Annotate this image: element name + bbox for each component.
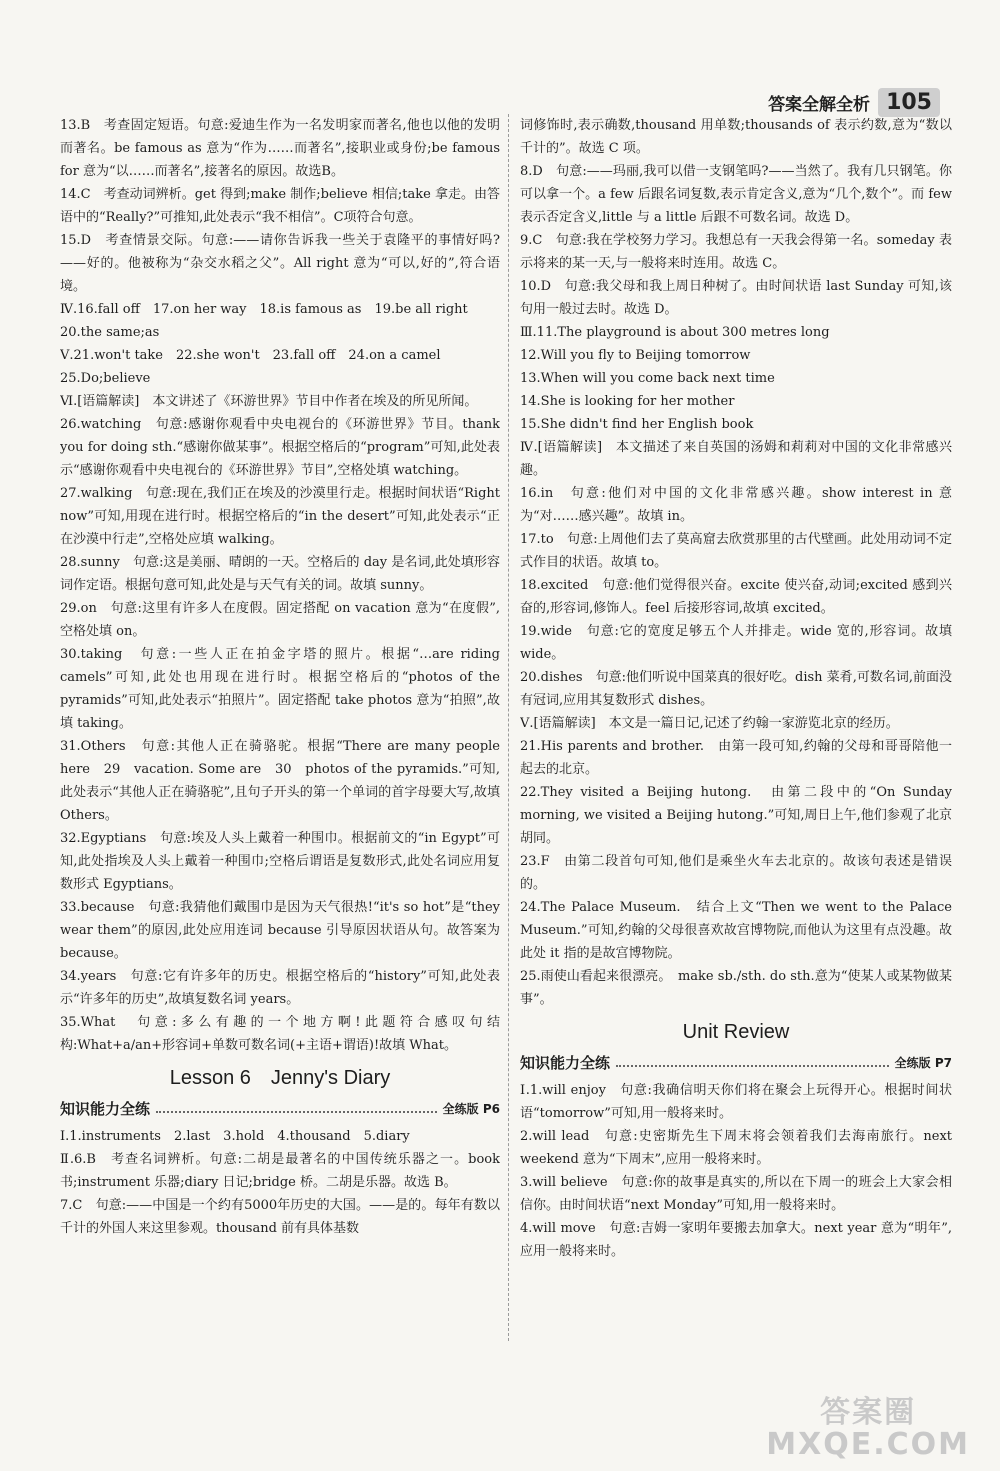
answer-item: Ⅵ.[语篇解读] 本文讲述了《环游世界》节目中作者在埃及的所见所闻。: [60, 394, 478, 409]
watermark-url: MXQE.COM: [766, 1427, 970, 1462]
column-divider: [508, 114, 509, 1341]
answer-item: 4.will move 句意:吉姆一家明年要搬去加拿大。next year 意为“明年”,应用一般将来时。: [520, 1221, 952, 1259]
answer-item: 25.Do;believe: [60, 371, 151, 386]
answer-item: 33.because 句意:我猜他们戴围巾是因为天气很热!“it's so hot”是“they wear them”的原因,此处应用连词 because 引导原因状语从句。故答案为 because。: [60, 900, 500, 961]
answer-item: 14.C 考查动词辨析。get 得到;make 制作;believe 相信;take 拿走。由答语中的“Really?”可推知,此处表示“我不相信”。C项符合句意。: [60, 187, 500, 225]
answer-item: 13.B 考查固定短语。句意:爱迪生作为一名发明家而著名,他也以他的发明而著名。be famous as 意为“作为……而著名”,接职业或身份;be famous for 意为“以……而著名”,接著名的原因。故选B。: [60, 118, 500, 179]
answer-item: Ⅴ.21.won't take 22.she won't 23.fall off 24.on a camel: [60, 348, 441, 363]
answer-item: 26.watching 句意:感谢你观看中央电视台的《环游世界》节目。thank you for doing sth.“感谢你做某事”。根据空格后的“program”可知,此处表示“感谢你观看中央电视台的《环游世界》节目”,空格处填 watching。: [60, 417, 500, 478]
answer-item: Ⅰ.1.instruments 2.last 3.hold 4.thousand 5.diary: [60, 1129, 410, 1144]
left-answers-2: [60, 1125, 500, 1240]
answer-item: 20.dishes 句意:他们听说中国菜真的很好吃。dish 菜肴,可数名词,前面没有冠词,应用其复数形式 dishes。: [520, 670, 952, 708]
answer-item: 9.C 句意:我在学校努力学习。我想总有一天我会得第一名。someday 表示将来的某一天,与一般将来时连用。故选 C。: [520, 233, 952, 271]
answer-item: 17.to 句意:上周他们去了莫高窟去欣赏那里的古代壁画。此处用动词不定式作目的状语。故填 to。: [520, 532, 952, 570]
answer-item: Ⅳ.16.fall off 17.on her way 18.is famous as 19.be all right: [60, 302, 468, 317]
answer-item: 23.F 由第二段首句可知,他们是乘坐火车去北京的。故该句表述是错误的。: [520, 854, 952, 892]
page-header: [768, 88, 940, 117]
lesson-title: Lesson 6 Jenny's Diary: [169, 1067, 391, 1089]
answer-item: 10.D 句意:我父母和我上周日种树了。由时间状语 last Sunday 可知,该句用一般过去时。故选 D。: [520, 279, 952, 317]
answer-item: 19.wide 句意:它的宽度足够五个人并排走。wide 宽的,形容词。故填 wide。: [520, 624, 952, 662]
answer-item: 20.the same;as: [60, 325, 160, 340]
right-answers-2: [520, 1079, 952, 1263]
dotted-leader: [616, 1065, 889, 1067]
watermark-logo: [766, 1397, 970, 1461]
answer-item: 词修饰时,表示确数,thousand 用单数;thousands of 表示约数,意为“数以千计的”。故选 C 项。: [520, 118, 952, 156]
answer-item: 34.years 句意:它有许多年的历史。根据空格后的“history”可知,此处表示“许多年的历史”,故填复数名词 years。: [60, 969, 500, 1007]
left-answers: [60, 114, 500, 1057]
answer-item: Ⅰ.1.will enjoy 句意:我确信明天你们将在聚会上玩得开心。根据时间状语“tomorrow”可知,用一般将来时。: [520, 1083, 952, 1121]
answer-item: 35.What 句意:多么有趣的一个地方啊!此题符合感叹句结构:What+a/an+形容词+单数可数名词(+主语+谓语)!故填 What。: [60, 1015, 500, 1053]
answer-item: 14.She is looking for her mother: [520, 394, 735, 409]
answer-item: 24.The Palace Museum. 结合上文“Then we went to the Palace Museum.”可知,约翰的父母很喜欢故宫博物院,而他认为这里有点没趣。故此处 it 指的是故宫博物院。: [520, 900, 952, 961]
dotted-leader: [156, 1111, 437, 1113]
answer-item: 2.will lead 句意:史密斯先生下周末将会领着我们去海南旅行。next weekend 意为“下周末”,应用一般将来时。: [520, 1129, 952, 1167]
unit-title: Unit Review: [682, 1021, 790, 1043]
answer-item: 15.She didn't find her English book: [520, 417, 754, 432]
answer-item: 15.D 考查情景交际。句意:——请你告诉我一些关于袁隆平的事情好吗?——好的。他被称为“杂交水稻之父”。All right 意为“可以,好的”,符合语境。: [60, 233, 500, 294]
section-heading: [520, 1052, 952, 1075]
right-answers: [520, 114, 952, 1011]
section-heading: [60, 1098, 500, 1121]
answer-item: 32.Egyptians 句意:埃及人头上戴着一种围巾。根据前文的“in Egypt”可知,此处指埃及人头上戴着一种围巾;空格后谓语是复数形式,此处名词应用复数形式 Egyptians。: [60, 831, 500, 892]
answer-item: 18.excited 句意:他们觉得很兴奋。excite 使兴奋,动词;excited 感到兴奋的,形容词,修饰人。feel 后接形容词,故填 excited。: [520, 578, 952, 616]
answer-item: 16.in 句意:他们对中国的文化非常感兴趣。show interest in 意为“对……感兴趣”。故填 in。: [520, 486, 952, 524]
answer-item: 12.Will you fly to Beijing tomorrow: [520, 348, 751, 363]
section-ref: 全练版 P6: [442, 1102, 500, 1116]
answer-item: 28.sunny 句意:这是美丽、晴朗的一天。空格后的 day 是名词,此处填形容词作定语。根据句意可知,此处是与天气有关的词。故填 sunny。: [60, 555, 500, 593]
answer-item: Ⅲ.11.The playground is about 300 metres long: [520, 325, 830, 340]
header-title: 答案全解全析: [768, 95, 871, 115]
answer-item: Ⅴ.[语篇解读] 本文是一篇日记,记述了约翰一家游览北京的经历。: [520, 716, 899, 731]
right-column: [520, 114, 952, 1361]
answer-item: 13.When will you come back next time: [520, 371, 775, 386]
answer-item: 21.His parents and brother. 由第一段可知,约翰的父母和哥哥陪他一起去的北京。: [520, 739, 952, 777]
left-column: [60, 114, 500, 1361]
section-ref: 全练版 P7: [894, 1056, 952, 1070]
answer-item: Ⅳ.[语篇解读] 本文描述了来自英国的汤姆和莉莉对中国的文化非常感兴趣。: [520, 440, 952, 478]
answer-item: 27.walking 句意:现在,我们正在埃及的沙漠里行走。根据时间状语“Right now”可知,用现在进行时。根据空格后的“in the desert”可知,此处表示“正在沙漠中行走”,空格处应填 walking。: [60, 486, 500, 547]
page-number: 105: [878, 88, 940, 117]
answer-item: 30.taking 句意:一些人正在拍金字塔的照片。根据“…are riding camels”可知,此处也用现在进行时。根据空格后的“photos of the pyramids”可知,此处表示“拍照片”。固定搭配 take photos 意为“拍照”,故填 taking。: [60, 647, 500, 731]
answer-item: 8.D 句意:——玛丽,我可以借一支钢笔吗?——当然了。我有几只钢笔。你可以拿一个。a few 后跟名词复数,表示肯定含义,意为“几个,数个”。而 few 表示否定含义,little 与 a little 后跟不可数名词。故选 D。: [520, 164, 952, 225]
section-name: 知识能力全练: [60, 1100, 151, 1118]
answer-item: 25.雨使山看起来很漂亮。 make sb./sth. do sth.意为“使某人或某物做某事”。: [520, 969, 952, 1007]
answer-item: Ⅱ.6.B 考查名词辨析。句意:二胡是最著名的中国传统乐器之一。book 书;instrument 乐器;diary 日记;bridge 桥。二胡是乐器。故选 B。: [60, 1152, 500, 1190]
answer-item: 7.C 句意:——中国是一个约有5000年历史的大国。——是的。每年有数以千计的外国人来这里参观。thousand 前有具体基数: [60, 1198, 500, 1236]
section-name: 知识能力全练: [520, 1054, 611, 1072]
answer-item: 22.They visited a Beijing hutong. 由第二段中的“On Sunday morning, we visited a Beijing hutong.”可知,周日上午,他们参观了北京胡同。: [520, 785, 952, 846]
answer-item: 3.will believe 句意:你的故事是真实的,所以在下周一的班会上大家会相信你。由时间状语“next Monday”可知,用一般将来时。: [520, 1175, 952, 1213]
answer-item: 29.on 句意:这里有许多人在度假。固定搭配 on vacation 意为“在度假”,空格处填 on。: [60, 601, 500, 639]
watermark-text: 答案圈: [820, 1395, 917, 1430]
answer-item: 31.Others 句意:其他人正在骑骆驼。根据“There are many people here 29 vacation. Some are 30 photos of the pyramids.”可知,此处表示“其他人正在骑骆驼”,且句子开头的第一个单词的首字母要大写,故填 Others。: [60, 739, 500, 823]
